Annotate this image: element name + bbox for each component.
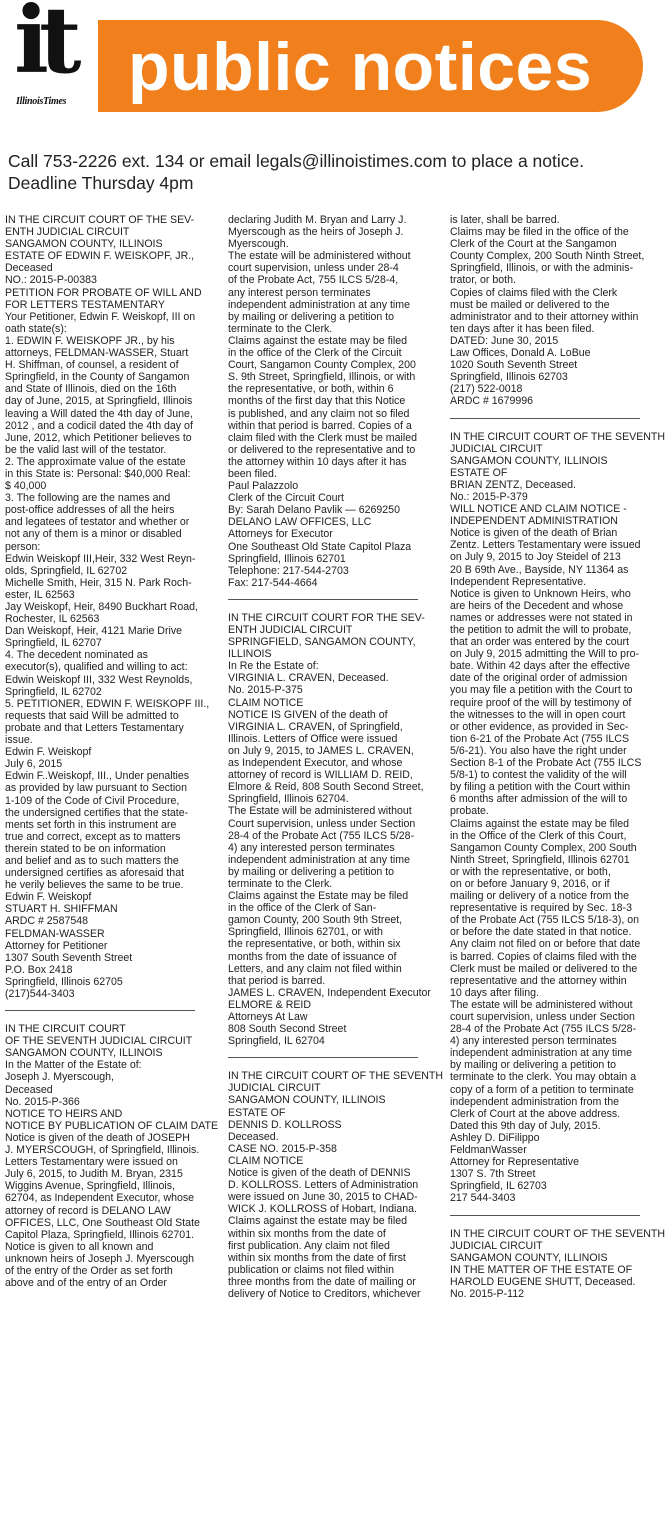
notice-line: NOTICE BY PUBLICATION OF CLAIM DATE <box>5 1119 219 1132</box>
notice-line: is later, shall be barred. <box>450 214 560 226</box>
notice-line: on July 9, 2015 admitting the Will to pro- <box>450 648 640 661</box>
notice-line: Claims against the estate may be filed <box>228 334 408 347</box>
notice-line: The Estate will be administered without <box>228 805 412 818</box>
notice-line: 3. The following are the names and <box>5 492 171 505</box>
notice-line: names or addresses were not stated in <box>450 611 633 624</box>
notice-line: or other evidence, as provided in Sec- <box>450 720 629 733</box>
notice-line: Ashley D. DiFilippo <box>450 1131 540 1144</box>
notice-line: on July 9, 2015 to Joy Steidel of 213 <box>450 551 621 564</box>
notice-line: in the Office of the Clerk of this Court, <box>450 829 627 842</box>
notice-line: FELDMAN-WASSER <box>5 927 105 940</box>
notice-line: and State of Illinois, died on the 16th <box>5 383 177 396</box>
notice-line: HAROLD EUGENE SHUTT, Deceased. <box>450 1275 636 1288</box>
notice-line: within six months from the date of first <box>228 1251 406 1264</box>
notice-line: WICK J. KOLLROSS of Hobart, Indiana. <box>228 1203 418 1216</box>
notice-line: be the valid last will of the testator. <box>5 443 167 456</box>
notice-line: IN THE CIRCUIT COURT OF THE SEVENTH <box>228 1070 444 1083</box>
notice-line: declaring Judith M. Bryan and Larry J. <box>228 214 407 226</box>
logo-mark: it <box>14 0 72 94</box>
notice-line: CLAIM NOTICE <box>228 696 304 709</box>
notice-line: ARDC # 1679996 <box>450 395 534 408</box>
notice-line: attorneys, FELDMAN-WASSER, Stuart <box>5 347 189 360</box>
deadline-line: Deadline Thursday 4pm <box>8 173 194 193</box>
notice-line: were issued on June 30, 2015 to CHAD- <box>228 1191 418 1204</box>
notice-line: terminate to the clerk. You may obtain a <box>450 1071 637 1084</box>
notice-line: Michelle Smith, Heir, 315 N. Park Roch- <box>5 576 192 589</box>
notice-line: within six months from the date of <box>228 1227 386 1240</box>
notice-line: delivery of Notice to Creditors, whichever <box>228 1287 421 1300</box>
notice-line: 2. The approximate value of the estate <box>5 455 186 468</box>
notice-line: (217) 522-0018 <box>450 383 523 396</box>
notice-line: JAMES L. CRAVEN, Independent Executor <box>228 986 431 999</box>
notice-line: In Re the Estate of: <box>228 660 319 673</box>
notice-line: or delivered to the representative and to <box>228 443 416 456</box>
notice-line: By: Sarah Delano Pavlik — 6269250 <box>228 504 400 517</box>
notice-line: Telephone: 217-544-2703 <box>228 564 349 577</box>
notice-line: bate. Within 42 days after the effective <box>450 660 631 673</box>
notice-line: JUDICIAL CIRCUIT <box>228 1082 321 1095</box>
notice-line: Springfield, IL 62707 <box>5 637 102 650</box>
notice-line: Jay Weiskopf, Heir, 8490 Buckhart Road, <box>5 601 198 613</box>
notice-line: by filing a petition with the Court within <box>450 781 631 794</box>
notice-line: the witnesses to the will in open court <box>450 708 626 721</box>
notice-line: One Southeast Old State Capitol Plaza <box>228 540 412 553</box>
notice-line: Claims against the estate may be filed <box>450 817 630 830</box>
notice-line: Claims against the Estate may be filed <box>228 890 409 903</box>
notice-line: STUART H. SHIFFMAN <box>5 903 118 916</box>
notice-line: H. Shiffman, of counsel, a resident of <box>5 359 179 372</box>
notice-line: of the Probate Act (755 ILCS 5/18-3), on <box>450 914 640 927</box>
notice-line: must be mailed or delivered to the <box>450 298 610 311</box>
legal-notice <box>450 430 665 1205</box>
notice-line: not any of them is a minor or disabled <box>5 528 182 541</box>
notice-line: P.O. Box 2418 <box>5 963 73 976</box>
notice-line: DENNIS D. KOLLROSS <box>228 1118 342 1131</box>
notice-line: WILL NOTICE AND CLAIM NOTICE - <box>450 503 627 516</box>
notice-line: June, 2012, which Petitioner believes to <box>5 431 192 444</box>
notice-line: terminate to the Clerk. <box>228 322 333 335</box>
notice-line: mailing or delivery of a notice from the <box>450 890 629 903</box>
notice-line: Springfield, Illinois 62703 <box>450 371 568 384</box>
notice-line: in the office of the Clerk of San- <box>228 902 377 915</box>
notice-line: the representative, or both, within six <box>228 938 401 951</box>
notice-line: Claims against the estate may be filed <box>228 1215 408 1228</box>
notice-line: Attorneys for Executor <box>228 528 333 541</box>
notice-line: Court, Sangamon County Complex, 200 <box>228 359 416 372</box>
notice-line: 4) any interested person terminates <box>450 1035 617 1048</box>
notice-line: Paul Palazzolo <box>228 480 299 493</box>
notice-line: Clerk of the Court at the Sangamon <box>450 238 617 251</box>
notice-line: Claims may be filed in the office of the <box>450 226 629 239</box>
notice-line: Clerk of the Circuit Court <box>228 492 344 505</box>
notice-line: Copies of claims filed with the Clerk <box>450 286 618 299</box>
notice-line: Edwin Weiskopf III,Heir, 332 West Reyn- <box>5 552 196 565</box>
notice-line: attorney of record is WILLIAM D. REID, <box>228 769 413 782</box>
notice-line: above and of the entry of an Order <box>5 1277 167 1290</box>
notice-line: issue. <box>5 734 33 747</box>
notice-line: independent administration at any time <box>450 1047 632 1060</box>
notice-line: 4) any interested person terminates <box>228 841 395 854</box>
notice-line: Any claim not filed on or before that date <box>450 938 641 951</box>
notice-line: INDEPENDENT ADMINISTRATION <box>450 515 618 528</box>
legal-notice <box>228 1070 444 1300</box>
notice-line: first publication. Any claim not filed <box>228 1239 390 1252</box>
notice-divider <box>228 1057 418 1058</box>
legal-notice <box>5 1023 219 1290</box>
notice-line: ester, IL 62563 <box>5 588 75 601</box>
notice-line: 808 South Second Street <box>228 1023 347 1036</box>
notice-line: Zentz. Letters Testamentary were issued <box>450 539 641 552</box>
notice-line: 1307 South Seventh Street <box>5 951 133 964</box>
notice-line: tion 6-21 of the Probate Act (755 ILCS <box>450 732 630 745</box>
notice-line: NO.: 2015-P-00383 <box>5 274 97 287</box>
notice-line: on July 9, 2015, to JAMES L. CRAVEN, <box>228 744 414 757</box>
notice-line: County Complex, 200 South Ninth Street, <box>450 250 645 263</box>
notice-line: Springfield, Illinois, or with the adminis- <box>450 262 634 275</box>
notice-line: independent administration at any time <box>228 298 410 311</box>
notice-line: Clerk must be mailed or delivered to the <box>450 962 638 975</box>
notice-line: 28-4 of the Probate Act (755 ILCS 5/28- <box>450 1023 637 1036</box>
notice-line: Capitol Plaza, Springfield, Illinois 62701. <box>5 1228 195 1241</box>
notice-line: Attorney for Representative <box>450 1156 579 1169</box>
notice-line: by mailing or delivering a petition to <box>228 865 395 878</box>
notice-line: Attorneys At Law <box>228 1011 308 1023</box>
notice-line: Law Offices, Donald A. LoBue <box>450 347 591 360</box>
notice-line: Elmore & Reid, 808 South Second Street, <box>228 781 424 794</box>
notice-line: Letters, and any claim not filed within <box>228 962 402 975</box>
notice-line: within that period is barred. Copies of a <box>228 419 412 432</box>
notice-line: the petition to admit the will to probate, <box>450 624 632 636</box>
notice-line: Springfield, IL 62703 <box>450 1180 547 1193</box>
notice-line: FOR LETTERS TESTAMENTARY <box>5 298 165 311</box>
notice-line: Springfield, IL 62702 <box>5 685 102 698</box>
notice-line: Wiggins Avenue, Springfield, Illinois, <box>5 1180 175 1193</box>
notice-line: No.: 2015-P-379 <box>450 490 528 503</box>
notice-line: as provided by law pursuant to Section <box>5 782 187 795</box>
notice-line: is published, and any claim not so filed <box>228 407 410 420</box>
notice-line: Joseph J. Myerscough, <box>5 1071 114 1084</box>
notice-line: Deceased <box>5 262 53 275</box>
notice-line: SANGAMON COUNTY, ILLINOIS <box>228 1094 386 1107</box>
notice-line: is barred. Copies of claims filed with the <box>450 950 637 963</box>
notice-line: 10 days after filing. <box>450 986 539 999</box>
legal-notice <box>450 1227 665 1301</box>
notice-line: OF THE SEVENTH JUDICIAL CIRCUIT <box>5 1035 193 1048</box>
notice-line: Edwin F. Weiskopf <box>5 746 92 759</box>
notice-line: 5/8-1) to contest the validity of the will <box>450 769 627 782</box>
notice-line: that period is barred. <box>228 974 326 987</box>
notice-line: 4. The decedent nominated as <box>5 649 148 662</box>
notice-line: he verily believes the same to be true. <box>5 879 184 892</box>
notice-line: publication or claims not filed within <box>228 1263 395 1276</box>
notice-line: ments set forth in this instrument are <box>5 818 177 831</box>
notice-line: 1. EDWIN F. WEISKOPF JR., by his <box>5 334 175 347</box>
notice-line: Springfield, IL 62704 <box>228 1035 325 1048</box>
notice-line: In the Matter of the Estate of: <box>5 1059 142 1072</box>
notice-line: ESTATE OF <box>228 1106 286 1119</box>
notice-line: claim filed with the Clerk must be mailed <box>228 431 417 444</box>
notice-column-1 <box>5 214 219 1290</box>
notice-line: trator, or both. <box>450 274 516 287</box>
notice-line: CASE NO. 2015-P-358 <box>228 1142 337 1155</box>
notice-line: unknown heirs of Joseph J. Myerscough <box>5 1252 195 1265</box>
notice-line: you may file a petition with the Court to <box>450 684 633 697</box>
notice-line: DELANO LAW OFFICES, LLC <box>228 516 372 529</box>
notice-line: SPRINGFIELD, SANGAMON COUNTY, <box>228 636 416 649</box>
notice-line: the undersigned certifies that the state- <box>5 806 189 819</box>
notice-line: leaving a Will dated the 4th day of June, <box>5 407 193 420</box>
notice-column-2 <box>228 214 444 1300</box>
notice-line: OFFICES, LLC, One Southeast Old State <box>5 1216 200 1229</box>
notice-line: Springfield, Illinois 62704. <box>228 793 349 806</box>
notice-line: Independent Representative. <box>450 575 587 588</box>
notice-line: been filed. <box>228 467 277 480</box>
notice-line: $ 40,000 <box>5 480 47 493</box>
notice-line: in this State is: Personal: $40,000 Real: <box>5 467 191 480</box>
notice-line: Illinois. Letters of Office were issued <box>228 732 398 745</box>
notice-line: IN THE CIRCUIT COURT OF THE SEVENTH <box>450 430 665 443</box>
notice-line: SANGAMON COUNTY, ILLINOIS <box>5 238 163 251</box>
notice-line: JUDICIAL CIRCUIT <box>450 442 543 455</box>
notice-divider <box>228 599 418 600</box>
notice-divider <box>450 418 640 419</box>
notice-line: in the office of the Clerk of the Circuit <box>228 347 402 360</box>
notice-line: IN THE CIRCUIT COURT OF THE SEV- <box>5 214 195 226</box>
notice-line: No. 2015-P-375 <box>228 684 303 697</box>
notice-line: (217)544-3403 <box>5 988 75 1000</box>
notice-line: J. MYERSCOUGH, of Springfield, Illinois. <box>5 1144 200 1157</box>
notice-line: ENTH JUDICIAL CIRCUIT <box>228 624 353 636</box>
notice-line: Rochester, IL 62563 <box>5 613 100 626</box>
notice-line: Deceased. <box>228 1130 279 1143</box>
notice-line: therein stated to be on information <box>5 842 166 855</box>
notice-line: executor(s), qualified and willing to act: <box>5 661 188 674</box>
notice-line: ILLINOIS <box>228 648 272 661</box>
notice-line: Notice is given of the death of JOSEPH <box>5 1131 190 1144</box>
notice-line: post-office addresses of all the heirs <box>5 504 175 517</box>
notice-line: Letters Testamentary were issued on <box>5 1156 178 1169</box>
notice-line: Clerk of Court at the above address. <box>450 1107 621 1120</box>
notice-line: Notice is given of the death of DENNIS <box>228 1167 411 1180</box>
notice-line: Notice is given of the death of Brian <box>450 527 618 540</box>
notice-line: July 6, 2015 <box>5 758 63 771</box>
notice-line: 5. PETITIONER, EDWIN F. WEISKOPF III., <box>5 697 210 710</box>
notice-line: representative is required by Sec. 18-3 <box>450 902 632 915</box>
notice-line: undersigned certifies as aforesaid that <box>5 867 185 880</box>
notice-line: court supervision, unless under Section <box>450 1011 635 1023</box>
notice-line: Myerscough. <box>228 238 289 251</box>
notice-line: representative and the attorney within <box>450 974 627 987</box>
notice-line: The estate will be administered without <box>228 250 411 263</box>
notice-line: The estate will be administered without <box>450 998 633 1011</box>
header-banner <box>0 0 643 112</box>
notice-line: administrator and to their attorney within <box>450 310 639 323</box>
notice-line: 20 B 69th Ave., Bayside, NY 11364 as <box>450 563 629 576</box>
notice-line: Ninth Street, Springfield, Illinois 62701 <box>450 853 630 866</box>
notice-line: and belief and as to such matters the <box>5 854 179 867</box>
notice-line: Dated this 9th day of July, 2015. <box>450 1119 601 1132</box>
notice-line: Edwin Weiskopf III, 332 West Reynolds, <box>5 673 193 686</box>
notice-line: as Independent Executor, and whose <box>228 757 403 770</box>
notice-line: and legatees of testator and whether or <box>5 516 190 529</box>
page-title: public notices <box>128 29 593 105</box>
notice-line: Fax: 217-544-4664 <box>228 576 318 589</box>
notice-line: or before the date stated in that notice. <box>450 926 632 939</box>
notice-line: the representative, or both, within 6 <box>228 383 394 396</box>
notice-line: VIRGINIA L. CRAVEN, Deceased. <box>228 672 389 685</box>
notice-line: on or before January 9, 2016, or if <box>450 877 610 890</box>
notice-line: independent administration from the <box>450 1095 620 1108</box>
notice-line: or with the representative, or both, <box>450 865 611 878</box>
notice-line: ELMORE & REID <box>228 998 312 1011</box>
notice-line: 1307 S. 7th Street <box>450 1168 536 1181</box>
notice-line: probate and that Letters Testamentary <box>5 721 184 734</box>
notice-line: 1-109 of the Code of Civil Procedure, <box>5 794 180 807</box>
notice-line: Sangamon County Complex, 200 South <box>450 841 637 854</box>
notice-line: 2012 , and a codicil dated the 4th day of <box>5 419 193 432</box>
notice-line: 6 months after admission of the will to <box>450 793 628 806</box>
notice-line: the attorney within 10 days after it has <box>228 455 407 468</box>
notice-line: SANGAMON COUNTY, ILLINOIS <box>450 1251 608 1264</box>
notice-line: FeldmanWasser <box>450 1144 527 1157</box>
notice-line: require proof of the will by testimony of <box>450 696 632 709</box>
notice-line: independent administration at any time <box>228 853 410 866</box>
notice-line: Springfield, Illinois 62705 <box>5 975 123 988</box>
notice-line: any interest person terminates <box>228 286 371 299</box>
notice-line: D. KOLLROSS. Letters of Administration <box>228 1179 419 1192</box>
notice-line: Your Petitioner, Edwin F. Weiskopf, III on <box>5 310 196 323</box>
notice-line: Notice is given to Unknown Heirs, who <box>450 587 631 600</box>
notice-line: Attorney for Petitioner <box>5 939 108 952</box>
notice-line: are heirs of the Decedent and whose <box>450 599 624 612</box>
notice-line: months from the date of issuance of <box>228 950 397 963</box>
notice-line: by mailing or delivering a petition to <box>450 1059 617 1072</box>
notice-line: 5/6-21). You also have the right under <box>450 744 627 757</box>
notice-line: day of June, 2015, at Springfield, Illinois <box>5 395 193 408</box>
notice-line: of the Probate Act, 755 ILCS 5/28-4, <box>228 274 399 287</box>
notice-line: Springfield, Illinois 62701, or with <box>228 926 383 939</box>
notice-line: Section 8-1 of the Probate Act (755 ILCS <box>450 757 642 770</box>
notice-line: terminate to the Clerk. <box>228 877 333 890</box>
notice-line: olds, Springfield, IL 62702 <box>5 564 128 577</box>
notice-line: 217 544-3403 <box>450 1192 516 1205</box>
notice-line: Notice is given to all known and <box>5 1240 154 1253</box>
notice-line: by mailing or delivering a petition to <box>228 310 395 323</box>
notice-line: PETITION FOR PROBATE OF WILL AND <box>5 286 202 299</box>
notice-line: IN THE CIRCUIT COURT FOR THE SEV- <box>228 611 425 624</box>
logo-brand: IllinoisTimes <box>16 96 67 107</box>
notice-line: requests that said Will be admitted to <box>5 709 179 722</box>
notice-line: attorney of record is DELANO LAW <box>5 1204 171 1217</box>
notice-line: Springfield, in the County of Sangamon <box>5 371 190 384</box>
illinois-times-logo[interactable] <box>8 0 108 107</box>
notice-line: VIRGINIA L. CRAVEN, of Springfield, <box>228 720 403 733</box>
notice-line: probate. <box>450 805 489 818</box>
notice-line: SANGAMON COUNTY, ILLINOIS <box>450 454 608 467</box>
notice-line: court supervision, unless under 28-4 <box>228 262 399 275</box>
notice-line: copy of a form of a petition to terminate <box>450 1083 634 1096</box>
notice-line: gamon County, 200 South 9th Street, <box>228 914 403 927</box>
notice-line: Springfield, Illinois 62701 <box>228 552 346 565</box>
notice-divider <box>5 1010 195 1011</box>
contact-info <box>8 150 636 194</box>
notice-line: of the entry of the Order as set forth <box>5 1264 173 1277</box>
notice-column-3 <box>450 214 665 1300</box>
notice-line: true and correct, except as to matters <box>5 830 181 843</box>
notice-line: NOTICE TO HEIRS AND <box>5 1107 123 1120</box>
notice-line: SANGAMON COUNTY, ILLINOIS <box>5 1047 163 1060</box>
notice-line: NOTICE IS GIVEN of the death of <box>228 708 388 721</box>
notice-line: S. 9th Street, Springfield, Illinois, or with <box>228 371 416 384</box>
notice-line: IN THE CIRCUIT COURT OF THE SEVENTH <box>450 1227 665 1240</box>
legal-notice <box>5 214 210 1000</box>
notice-line: ESTATE OF <box>450 466 508 479</box>
notice-line: ten days after it has been filed. <box>450 322 595 335</box>
legal-notice <box>228 214 424 589</box>
notice-line: No. 2015-P-366 <box>5 1095 80 1108</box>
legal-notice <box>450 214 646 408</box>
notice-line: 1020 South Seventh Street <box>450 359 578 372</box>
notice-line: date of the original order of admission <box>450 672 628 685</box>
notice-line: BRIAN ZENTZ, Deceased. <box>450 478 576 491</box>
contact-line: Call 753-2226 ext. 134 or email legals@illinoistimes.com to place a notice. <box>8 151 585 171</box>
notice-line: Dan Weiskopf, Heir, 4121 Marie Drive <box>5 625 183 638</box>
notice-line: Court supervision, unless under Section <box>228 817 416 830</box>
notice-line: ARDC # 2587548 <box>5 915 89 928</box>
notice-line: ENTH JUDICIAL CIRCUIT <box>5 226 130 239</box>
notice-line: ESTATE OF EDWIN F. WEISKOPF, JR., <box>5 250 195 263</box>
notice-line: 28-4 of the Probate Act (755 ILCS 5/28- <box>228 829 415 842</box>
notice-line: DATED: June 30, 2015 <box>450 334 559 347</box>
notice-line: Myerscough as the heirs of Joseph J. <box>228 226 404 239</box>
notice-line: that an order was entered by the court <box>450 636 630 649</box>
notice-line: IN THE MATTER OF THE ESTATE OF <box>450 1263 633 1276</box>
notice-line: three months from the date of mailing or <box>228 1275 416 1288</box>
notice-line: 62704, as Independent Executor, whose <box>5 1192 195 1205</box>
notice-line: oath state(s): <box>5 322 67 335</box>
notice-line: July 6, 2015, to Judith M. Bryan, 2315 <box>5 1168 183 1181</box>
notice-line: Deceased <box>5 1083 53 1096</box>
notice-divider <box>450 1215 640 1216</box>
notice-line: Edwin F..Weiskopf, III., Under penalties <box>5 770 190 783</box>
notice-line: months of the first day that this Notice <box>228 395 406 408</box>
notice-line: JUDICIAL CIRCUIT <box>450 1239 543 1252</box>
notice-line: CLAIM NOTICE <box>228 1154 304 1167</box>
notice-line: person: <box>5 540 41 553</box>
notice-line: Edwin F. Weiskopf <box>5 891 92 904</box>
notice-line: No. 2015-P-112 <box>450 1287 525 1300</box>
legal-notice <box>228 611 431 1048</box>
notice-line: IN THE CIRCUIT COURT <box>5 1023 126 1036</box>
